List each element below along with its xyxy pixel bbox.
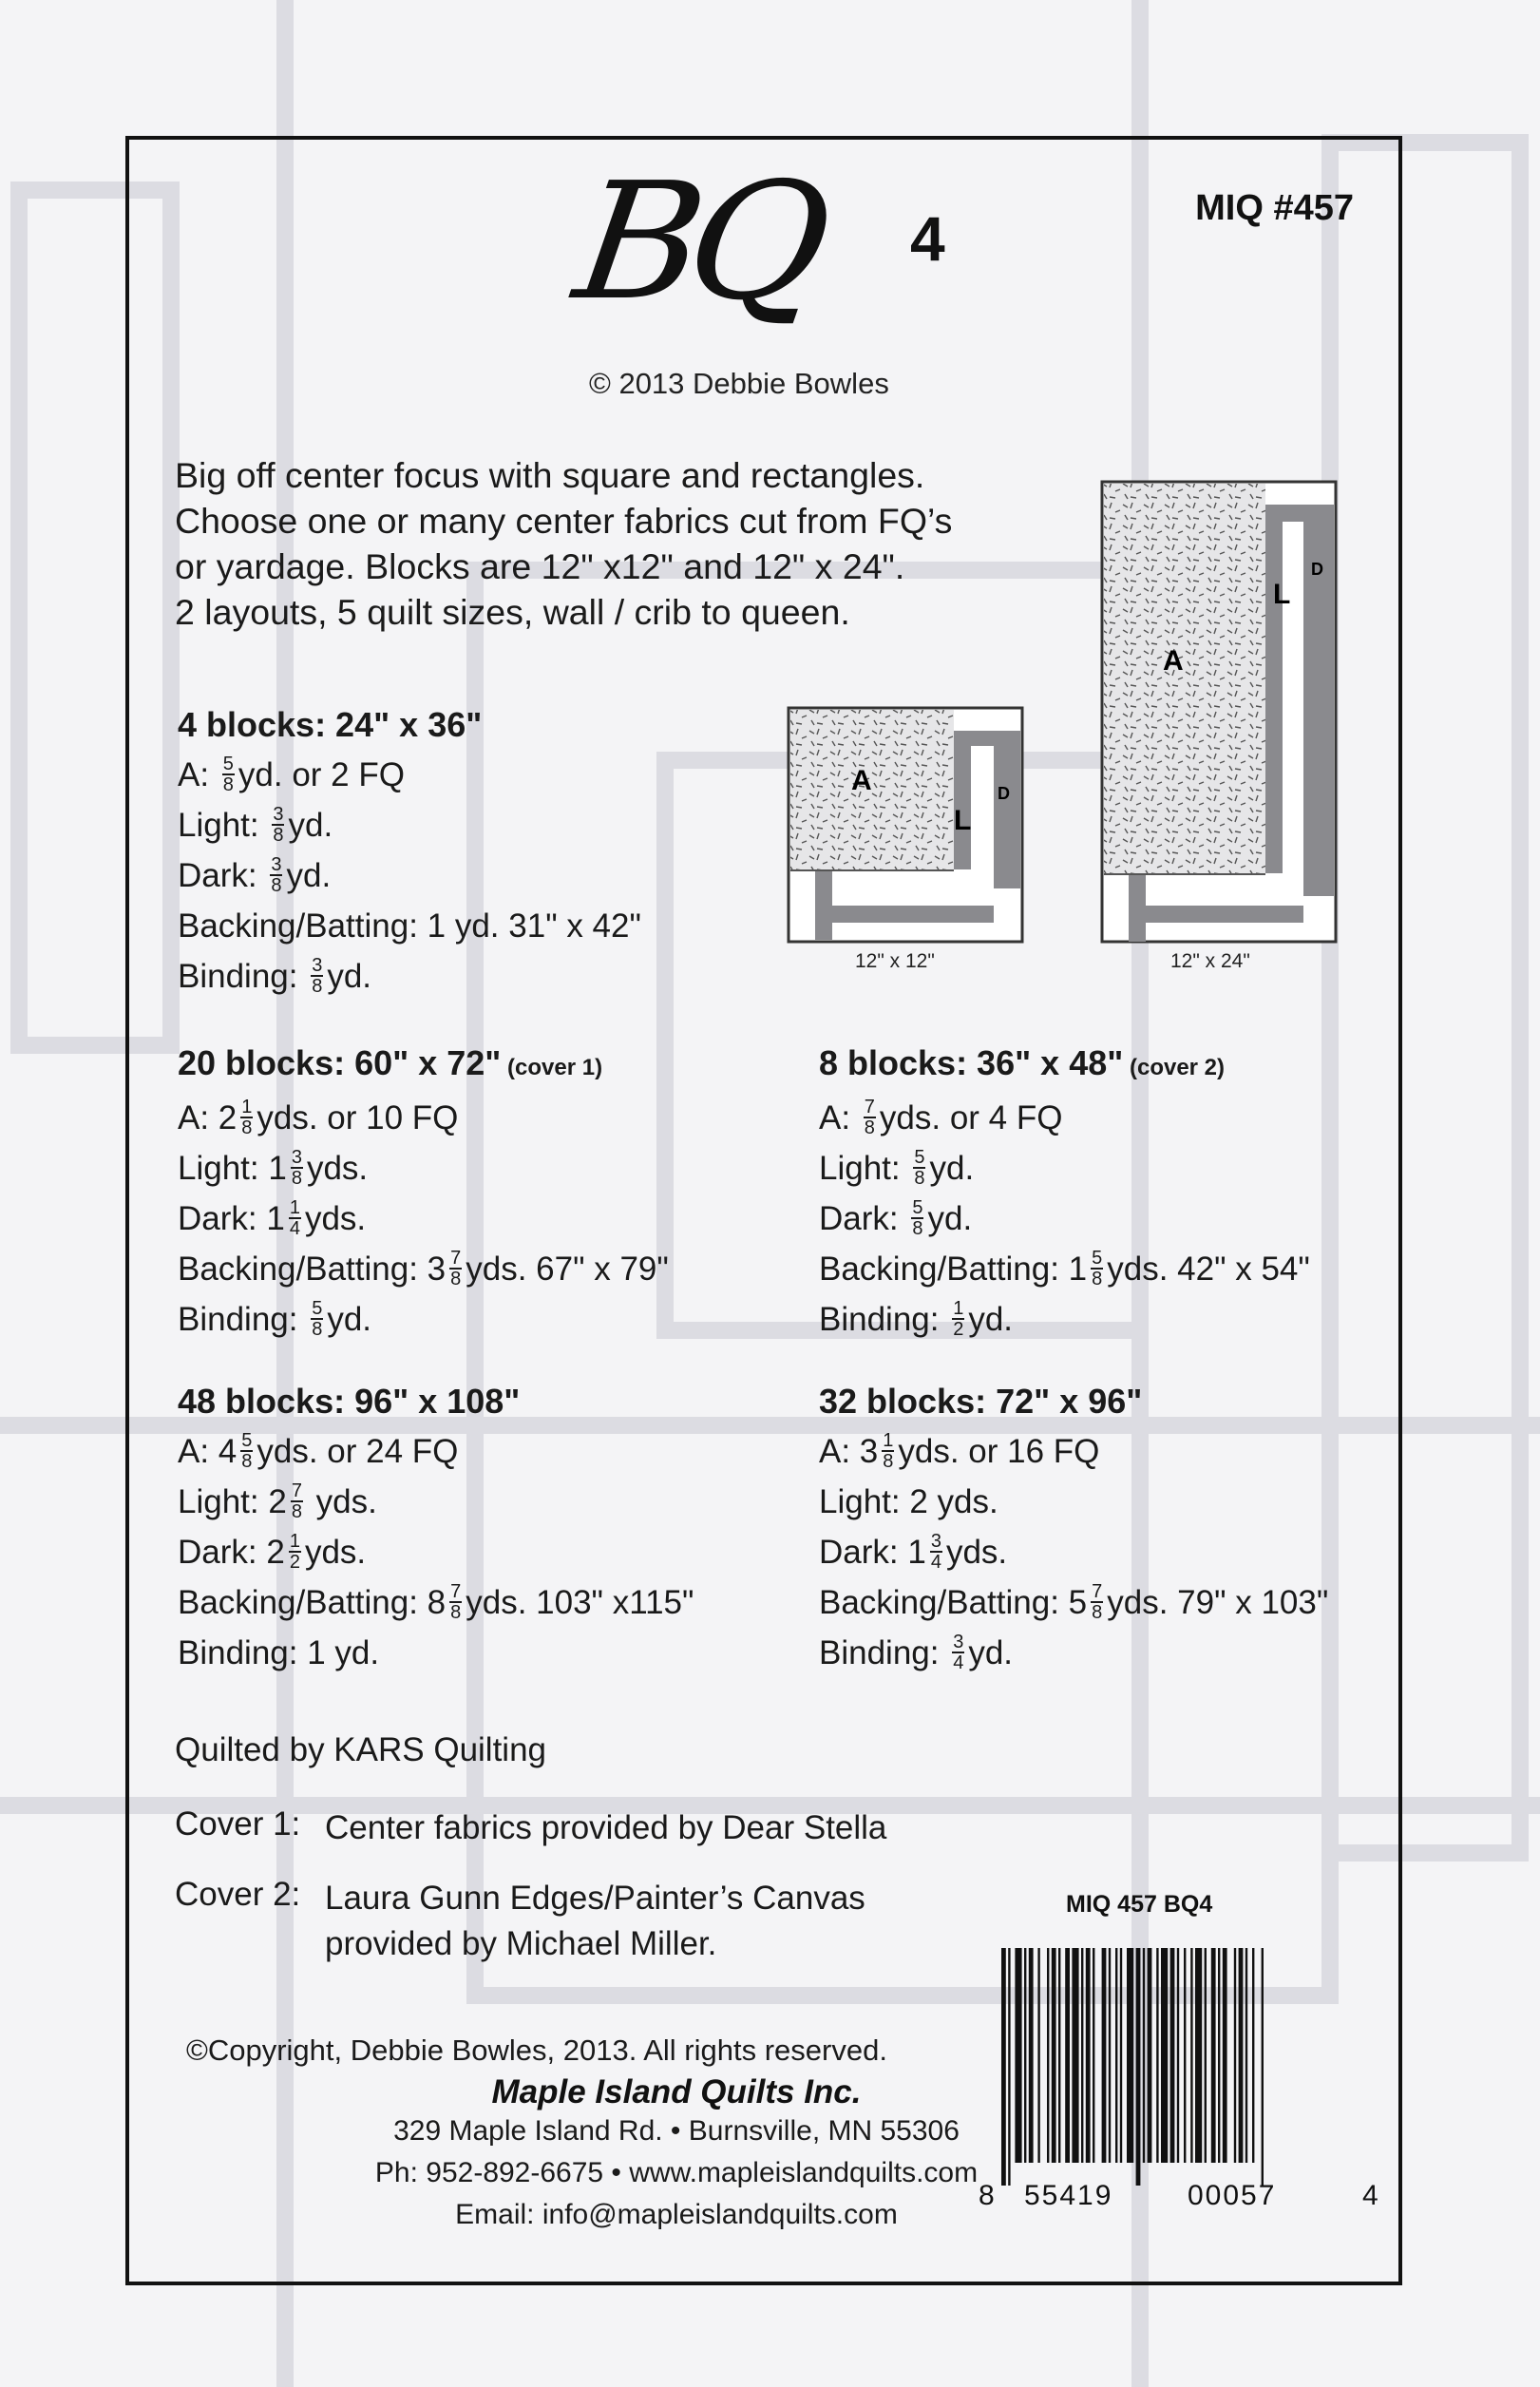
barcode-bar (1262, 1948, 1264, 2186)
size-line-dark: Dark: 1 $\frac{1}{4}$ yds. (178, 1196, 367, 1239)
logo-title: BQ (565, 148, 828, 336)
size-32-blocks (819, 1376, 1328, 1678)
quilted-by: Quilted by KARS Quilting (175, 1731, 547, 1768)
size-line-backing: Backing/Batting: 5 $\frac{7}{8}$ yds. 79" x 103" (819, 1580, 1329, 1623)
barcode-bar (1143, 1948, 1145, 2163)
barcode-bar (1024, 1948, 1026, 2163)
size-line-binding: Binding: $\frac{5}{8}$ yd. (178, 1297, 372, 1340)
intro-line: Choose one or many center fabrics cut from FQ’s (175, 501, 953, 541)
barcode-bar (1136, 1948, 1141, 2186)
size-heading: 4 blocks: 24" x 36" (178, 705, 483, 744)
barcode-bar (1170, 1948, 1175, 2163)
barcode-bar (1109, 1948, 1111, 2163)
size-line-backing: Backing/Batting: 1 yd. 31" x 42" (178, 907, 641, 945)
barcode-label: MIQ 457 BQ4 (1066, 1891, 1213, 1918)
barcode-bar (1065, 1948, 1070, 2163)
size-line-a: A: 4 $\frac{5}{8}$ yds. or 24 FQ (178, 1429, 459, 1472)
intro-line: or yardage. Blocks are 12" x12" and 12" x 24". (175, 546, 905, 586)
size-heading: 48 blocks: 96" x 108" (178, 1382, 521, 1421)
intro-text (175, 452, 1077, 635)
barcode-bar (1190, 1948, 1192, 2163)
barcode-bar (1177, 1948, 1179, 2163)
barcode-bar (1072, 1948, 1078, 2163)
size-heading: 8 blocks: 36" x 48" (cover 2) (819, 1043, 1226, 1082)
label-d-large: D (1311, 560, 1323, 579)
barcode-bar (1015, 1948, 1021, 2163)
barcode-bar (1245, 1948, 1247, 2163)
barcode-digits-group1: 55419 (1024, 2180, 1113, 2211)
barcode-bar (1223, 1948, 1227, 2163)
label-l-small: L (954, 805, 972, 836)
barcode-digits-group2: 00057 (1188, 2180, 1277, 2211)
barcode-bar (1008, 1948, 1010, 2186)
size-line-dark: Dark: 1 $\frac{3}{4}$ yds. (819, 1530, 1008, 1573)
barcode-bar (1161, 1948, 1168, 2163)
intro-line: Big off center focus with square and rectangles. (175, 455, 925, 495)
size-heading: 20 blocks: 60" x 72" (cover 1) (178, 1043, 603, 1082)
barcode-bar (1047, 1948, 1049, 2163)
barcode (994, 1948, 1355, 2186)
barcode-bar (1211, 1948, 1216, 2163)
size-4-blocks (178, 699, 641, 1002)
caption-small: 12" x 12" (855, 950, 935, 972)
size-line-dark: Dark: 2 $\frac{1}{2}$ yds. (178, 1530, 367, 1573)
barcode-digit-right: 4 (1362, 2180, 1380, 2211)
barcode-bar (1093, 1948, 1094, 2163)
label-a-large: A (1163, 645, 1184, 677)
barcode-bar (1058, 1948, 1060, 2163)
barcode-bar (1081, 1948, 1083, 2163)
block-diagram-large (1100, 480, 1338, 944)
size-line-a: A: 2 $\frac{1}{8}$ yds. or 10 FQ (178, 1096, 459, 1138)
size-line-a: A: $\frac{5}{8}$ yd. or 2 FQ (178, 753, 405, 795)
size-line-binding: Binding: $\frac{3}{4}$ yd. (819, 1631, 1014, 1673)
caption-large: 12" x 24" (1170, 950, 1250, 972)
cover1-note: Cover 1: Center fabrics provided by Dear Stella (175, 1805, 887, 1846)
barcode-bar (1115, 1948, 1117, 2163)
size-line-backing: Backing/Batting: 3 $\frac{7}{8}$ yds. 67" x 79" (178, 1247, 669, 1289)
block-diagram-small (787, 706, 1024, 944)
size-line-light: Light: 1 $\frac{3}{8}$ yds. (178, 1146, 369, 1189)
label-d-small: D (998, 784, 1010, 803)
size-line-light: Light: $\frac{5}{8}$ yd. (819, 1146, 975, 1189)
size-line-binding: Binding: $\frac{1}{2}$ yd. (819, 1297, 1014, 1340)
size-line-a: A: $\frac{7}{8}$ yds. or 4 FQ (819, 1096, 1063, 1138)
barcode-bar (1156, 1948, 1158, 2163)
barcode-bar (1234, 1948, 1236, 2163)
barcode-bar (1029, 1948, 1034, 2163)
company-email: Email: info@mapleislandquilts.com (455, 2199, 898, 2230)
barcode-digit-left: 8 (979, 2180, 997, 2211)
barcode-bar (1195, 1948, 1202, 2163)
footer-copyright: ©Copyright, Debbie Bowles, 2013. All rights reserved. (186, 2034, 887, 2067)
size-line-dark: Dark: $\frac{3}{8}$ yd. (178, 853, 332, 896)
barcode-bar (1086, 1948, 1091, 2163)
label-a-small: A (851, 765, 872, 796)
barcode-bar (1218, 1948, 1220, 2163)
company-address: 329 Maple Island Rd. • Burnsville, MN 55306 (393, 2115, 960, 2147)
barcode-bar (1001, 1948, 1006, 2186)
size-line-backing: Backing/Batting: 1 $\frac{5}{8}$ yds. 42" x 54" (819, 1247, 1310, 1289)
size-line-binding: Binding: 1 yd. (178, 1634, 380, 1671)
size-48-blocks (178, 1376, 694, 1678)
barcode-bar (1148, 1948, 1152, 2163)
barcode-bar (1205, 1948, 1207, 2163)
size-heading: 32 blocks: 72" x 96" (819, 1382, 1143, 1421)
barcode-bar (1102, 1948, 1107, 2163)
logo-superscript: 4 (910, 203, 945, 274)
size-line-a: A: 3 $\frac{1}{8}$ yds. or 16 FQ (819, 1429, 1100, 1472)
size-line-light: Light: $\frac{3}{8}$ yd. (178, 803, 333, 846)
barcode-bar (1184, 1948, 1186, 2163)
size-line-backing: Backing/Batting: 8 $\frac{7}{8}$ yds. 103" x115" (178, 1580, 694, 1623)
label-l-large: L (1273, 579, 1291, 610)
cover2-note: Cover 2: Laura Gunn Edges/Painter’s Canvas provided by Michael Miller. (175, 1876, 865, 1962)
barcode-bar (1239, 1948, 1244, 2163)
size-line-light: Light: 2 $\frac{7}{8}$ yds. (178, 1480, 377, 1522)
size-line-dark: Dark: $\frac{5}{8}$ yd. (819, 1196, 973, 1239)
header-copyright: © 2013 Debbie Bowles (589, 367, 889, 400)
company-name: Maple Island Quilts Inc. (491, 2073, 862, 2110)
size-line-binding: Binding: $\frac{3}{8}$ yd. (178, 954, 372, 997)
company-phone-web: Ph: 952-892-6675 • www.mapleislandquilts.com (374, 2157, 979, 2188)
barcode-bar (1037, 1948, 1039, 2163)
size-8-blocks (819, 1038, 1310, 1345)
barcode-bar (1127, 1948, 1133, 2163)
barcode-bar (1052, 1948, 1056, 2163)
intro-line: 2 layouts, 5 quilt sizes, wall / crib to queen. (175, 592, 850, 632)
size-line-light: Light: 2 yds. (819, 1483, 998, 1520)
size-20-blocks (178, 1038, 669, 1345)
barcode-bar (1120, 1948, 1122, 2163)
barcode-bar (1252, 1948, 1254, 2163)
pattern-number: MIQ #457 (1195, 188, 1354, 228)
